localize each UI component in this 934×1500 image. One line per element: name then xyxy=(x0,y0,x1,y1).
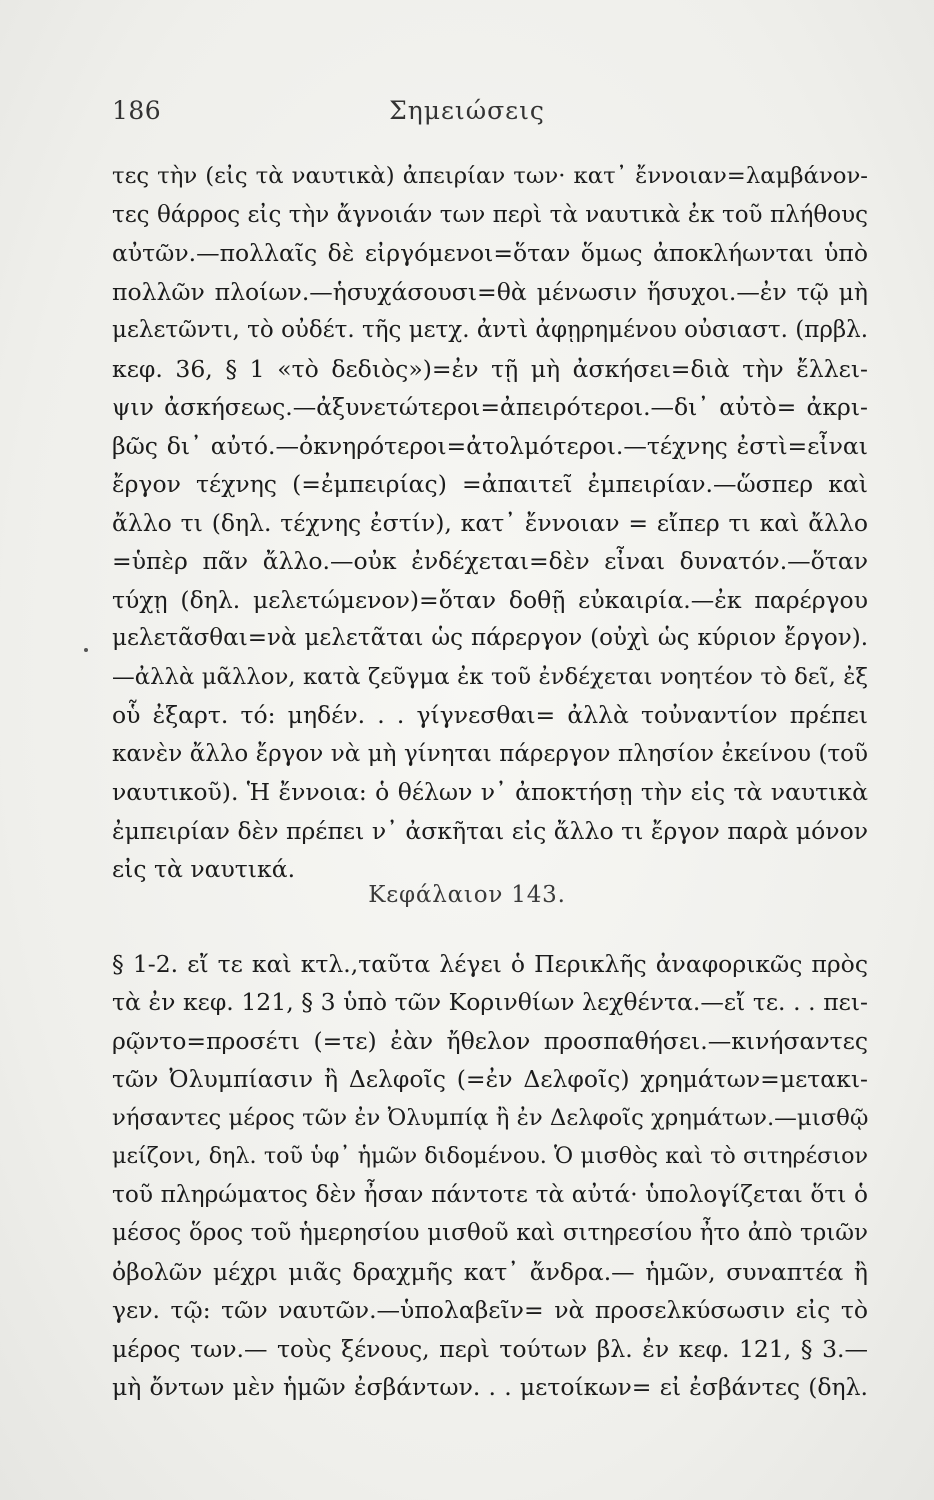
text-line: μελετᾶσθαι=νὰ μελετᾶται ὡς πάρεργον (οὐχὶ ὡς κύριον ἔργον). xyxy=(112,625,868,651)
text-line: μείζονι, δηλ. τοῦ ὑφ᾽ ἡμῶν διδομένου. Ὁ μισθὸς καὶ τὸ σιτηρέσιον xyxy=(112,1143,868,1169)
text-line: —ἀλλὰ μᾶλλον, κατὰ ζεῦγμα ἐκ τοῦ ἐνδέχεται νοητέον τὸ δεῖ, ἐξ xyxy=(112,664,868,690)
text-line: αὐτῶν.—πολλαῖς δὲ εἰργόμενοι=ὅταν ὅμως ἀποκλήωνται ὑπὸ xyxy=(112,239,868,267)
text-line: νήσαντες μέρος τῶν ἐν Ὀλυμπίᾳ ἢ ἐν Δελφοῖς χρημάτων.—μισθῷ xyxy=(112,1105,868,1131)
page-number: 186 xyxy=(112,96,162,125)
text-line: τες θάρρος εἰς τὴν ἄγνοιάν των περὶ τὰ ναυτικὰ ἐκ τοῦ πλήθους xyxy=(112,202,868,228)
text-line: τῶν Ὀλυμπίασιν ἢ Δελφοῖς (=ἐν Δελφοῖς) χρημάτων=μετακι- xyxy=(112,1065,868,1093)
text-line: ἐμπειρίαν δὲν πρέπει ν᾽ ἀσκῆται εἰς ἄλλο τι ἔργον παρὰ μόνον xyxy=(112,817,868,845)
chapter-heading: Κεφάλαιον 143. xyxy=(368,882,566,908)
text-line: τύχῃ (δηλ. μελετώμενον)=ὅταν δοθῇ εὐκαιρία.—ἐκ παρέργου xyxy=(112,586,868,614)
ink-speck xyxy=(84,648,88,652)
text-line: ὀβολῶν μέχρι μιᾶς δραχμῆς κατ᾽ ἄνδρα.— ἡμῶν, συναπτέα ἢ xyxy=(112,1258,868,1286)
text-line: κανὲν ἄλλο ἔργον νὰ μὴ γίνηται πάρεργον πλησίον ἐκείνου (τοῦ xyxy=(112,741,868,767)
text-line: οὗ ἐξαρτ. τό: μηδέν. . . γίγνεσθαι= ἀλλὰ τοὐναντίον πρέπει xyxy=(112,701,868,729)
text-line: ρῷντο=προσέτι (=τε) ἐὰν ἤθελον προσπαθήσει.—κινήσαντες xyxy=(112,1027,868,1055)
text-line: § 1-2. εἴ τε καὶ κτλ.,ταῦτα λέγει ὁ Περικλῆς ἀναφορικῶς πρὸς xyxy=(112,950,868,978)
text-line: ἔργον τέχνης (=ἐμπειρίας) =ἀπαιτεῖ ἐμπειρίαν.—ὥσπερ καὶ xyxy=(112,470,868,498)
text-line: πολλῶν πλοίων.—ἡσυχάσουσι=θὰ μένωσιν ἥσυχοι.—ἐν τῷ μὴ xyxy=(112,278,868,306)
text-line: ναυτικοῦ). Ἡ ἔννοια: ὁ θέλων ν᾽ ἀποκτήσῃ τὴν εἰς τὰ ναυτικὰ xyxy=(112,778,868,806)
text-line: ψιν ἀσκήσεως.—ἀξυνετώτεροι=ἀπειρότεροι.—δι᾽ αὐτὸ= ἀκρι- xyxy=(112,393,868,421)
text-line: μέσος ὅρος τοῦ ἡμερησίου μισθοῦ καὶ σιτηρεσίου ἦτο ἀπὸ τριῶν xyxy=(112,1220,868,1246)
text-line: βῶς δι᾽ αὐτό.—ὀκνηρότεροι=ἀτολμότεροι.—τέχνης ἐστὶ=εἶναι xyxy=(112,432,868,460)
text-line: ἄλλο τι (δηλ. τέχνης ἐστίν), κατ᾽ ἔννοιαν = εἴπερ τι καὶ ἄλλο xyxy=(112,509,868,537)
text-line: μέρος των.— τοὺς ξένους, περὶ τούτων βλ. ἐν κεφ. 121, § 3.— xyxy=(112,1335,868,1363)
text-line: εἰς τὰ ναυτικά. xyxy=(112,855,296,883)
text-line: μελετῶντι, τὸ οὐδέτ. τῆς μετχ. ἀντὶ ἀφῃρημένου οὐσιαστ. (πρβλ. xyxy=(112,317,868,343)
text-line: γεν. τῷ: τῶν ναυτῶν.—ὑπολαβεῖν= νὰ προσελκύσωσιν εἰς τὸ xyxy=(112,1296,868,1324)
text-line: κεφ. 36, § 1 «τὸ δεδιὸς»)=ἐν τῇ μὴ ἀσκήσει=διὰ τὴν ἔλλει- xyxy=(112,355,868,383)
text-line: =ὑπὲρ πᾶν ἄλλο.—οὐκ ἐνδέχεται=δὲν εἶναι δυνατόν.—ὅταν xyxy=(112,547,868,575)
running-head: Σημειώσεις xyxy=(389,96,545,125)
text-line: τὰ ἐν κεφ. 121, § 3 ὑπὸ τῶν Κορινθίων λεχθέντα.—εἴ τε. . . πει- xyxy=(112,988,868,1016)
text-line: τοῦ πληρώματος δὲν ἦσαν πάντοτε τὰ αὐτά· ὑπολογίζεται ὅτι ὁ xyxy=(112,1181,868,1208)
text-line: τες τὴν (εἰς τὰ ναυτικὰ) ἀπειρίαν των· κατ᾽ ἔννοιαν=λαμβάνον- xyxy=(112,163,868,189)
text-line: μὴ ὄντων μὲν ἡμῶν ἐσβάντων. . . μετοίκων= εἰ ἐσβάντες (δηλ. xyxy=(112,1373,868,1401)
